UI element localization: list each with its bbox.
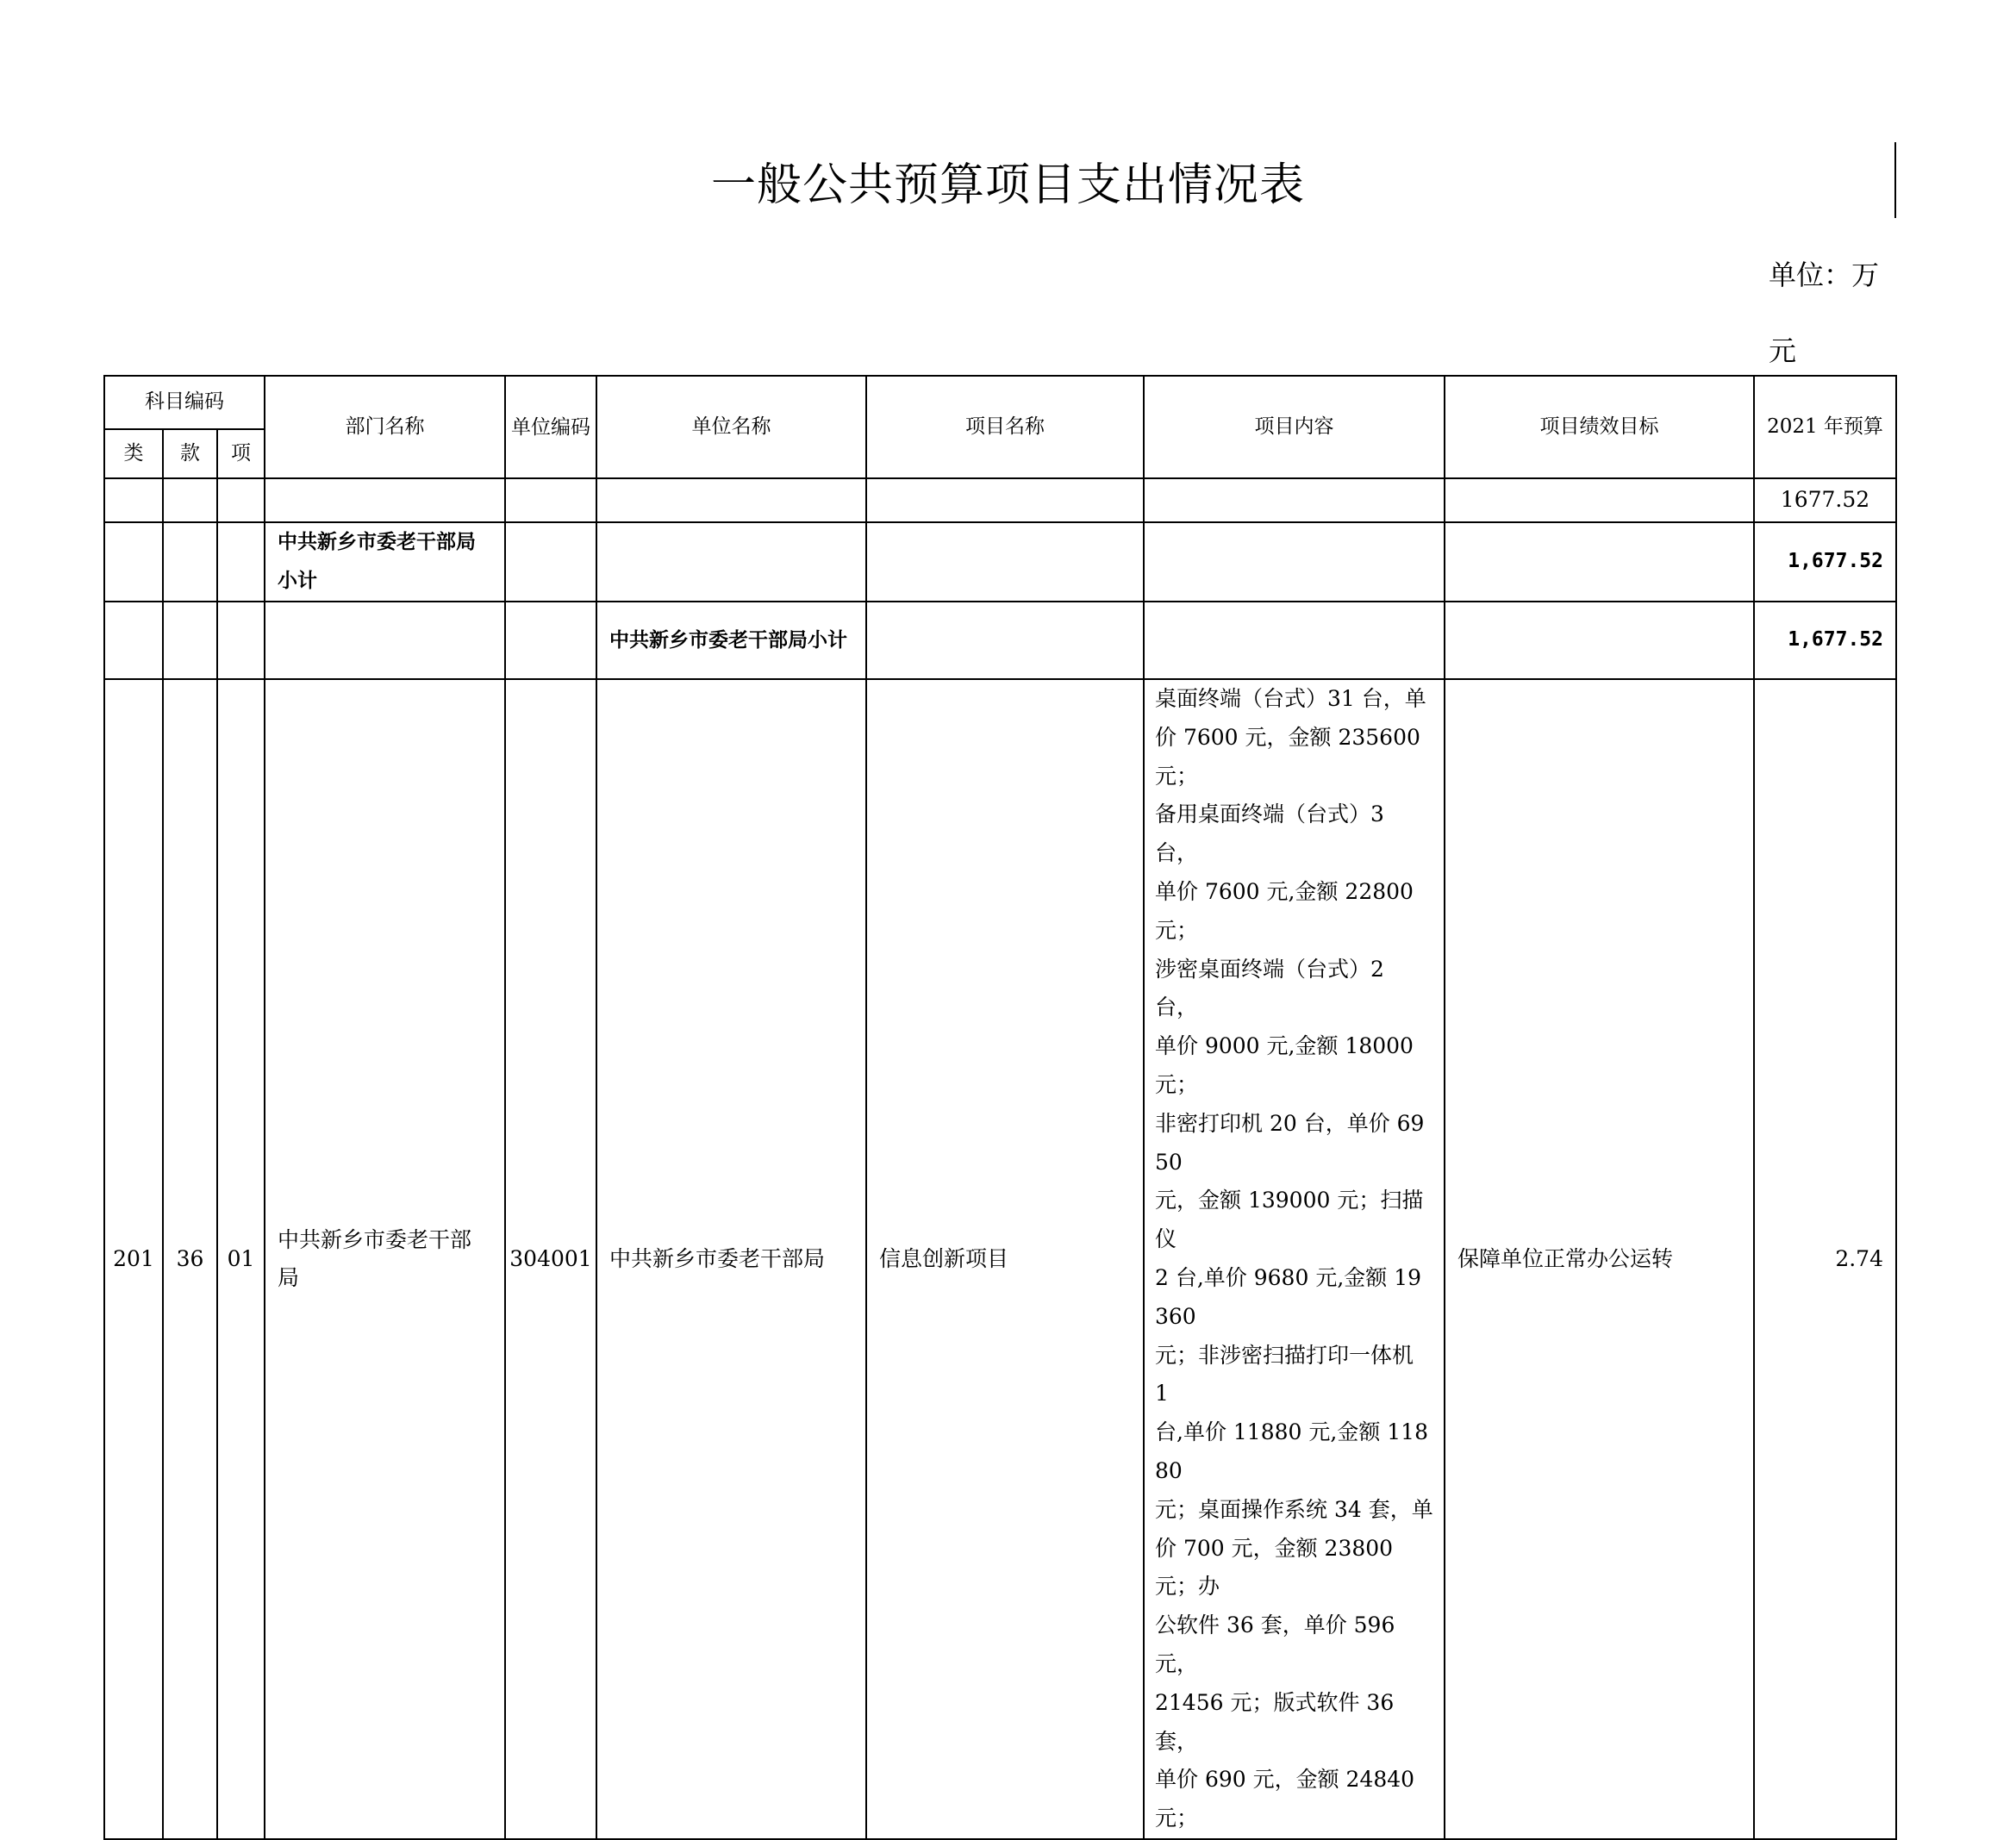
project-budget: 2.74	[1754, 679, 1896, 1839]
table-cell	[1445, 478, 1754, 522]
table-row-project	[104, 679, 1896, 1839]
content-line: 单价 690 元，金额 24840 元；	[1155, 1767, 1415, 1831]
page-title: 一般公共预算项目支出情况表	[710, 159, 1305, 211]
content-line: 桌面终端（台式）31 台，单	[1155, 686, 1426, 711]
table-cell	[163, 522, 217, 602]
table-cell	[1445, 522, 1754, 602]
unit-label-line-2: 元	[1769, 334, 1797, 367]
header-subject-code: 科目编码	[104, 376, 265, 429]
header-performance-goal: 项目绩效目标	[1445, 376, 1754, 478]
project-unit-code: 304001	[505, 679, 596, 1839]
header-lei: 类	[104, 429, 163, 478]
table-cell	[1445, 602, 1754, 679]
content-line: 2 台,单价 9680 元,金额 19360	[1155, 1264, 1422, 1329]
budget-table	[103, 375, 1897, 1840]
header-xiang: 项	[217, 429, 265, 478]
unit-label-line-1: 单位：万	[1769, 259, 1880, 291]
table-cell	[265, 602, 505, 679]
dept-subtotal-name: 中共新乡市委老干部局 小计	[265, 522, 505, 602]
table-cell	[104, 602, 163, 679]
header-budget-2021: 2021 年预算	[1754, 376, 1896, 478]
table-row-unit-subtotal	[104, 602, 1896, 679]
content-line: 公软件 36 套，单价 596 元，	[1155, 1612, 1395, 1676]
content-line: 21456 元；版式软件 36 套，	[1155, 1689, 1395, 1754]
table-cell	[265, 478, 505, 522]
table-cell	[104, 522, 163, 602]
content-line: 备用桌面终端（台式）3 台，	[1155, 801, 1384, 866]
content-line: 元；桌面操作系统 34 套，单	[1155, 1496, 1433, 1522]
content-line: 价 7600 元，金额 235600 元；	[1155, 724, 1420, 789]
table-cell	[866, 602, 1144, 679]
project-lei: 201	[104, 679, 163, 1839]
table-cell	[1144, 522, 1445, 602]
table-cell	[505, 522, 596, 602]
header-unit-code: 单位编码	[505, 376, 596, 478]
table-cell	[1144, 478, 1445, 522]
content-line: 非密打印机 20 台，单价 6950	[1155, 1110, 1425, 1175]
content-line: 单价 7600 元,金额 22800 元；	[1155, 878, 1414, 943]
content-line: 价 700 元，金额 23800 元；办	[1155, 1535, 1394, 1600]
content-line: 元，金额 139000 元；扫描仪	[1155, 1188, 1424, 1252]
content-line: 单价 9000 元,金额 18000 元；	[1155, 1033, 1414, 1097]
header-dept-name: 部门名称	[265, 376, 505, 478]
header-project-content: 项目内容	[1144, 376, 1445, 478]
total-budget: 1677.52	[1754, 478, 1896, 522]
table-cell	[163, 602, 217, 679]
content-line: 元；非涉密扫描打印一体机 1	[1155, 1342, 1414, 1407]
table-row-total	[104, 478, 1896, 522]
project-performance-goal: 保障单位正常办公运转	[1445, 679, 1754, 1839]
table-cell	[596, 522, 866, 602]
project-unit-name: 中共新乡市委老干部局	[596, 679, 866, 1839]
table-row-dept-subtotal	[104, 522, 1896, 602]
table-cell	[104, 478, 163, 522]
table-cell	[217, 522, 265, 602]
header-kuan: 款	[163, 429, 217, 478]
table-cell	[1144, 602, 1445, 679]
project-kuan: 36	[163, 679, 217, 1839]
header-row-1	[104, 376, 1896, 429]
table-cell	[217, 478, 265, 522]
unit-subtotal-name: 中共新乡市委老干部局小计	[596, 602, 866, 679]
table-cell	[505, 602, 596, 679]
content-line: 台,单价 11880 元,金额 11880	[1155, 1419, 1428, 1483]
table-cell	[866, 478, 1144, 522]
table-cell	[505, 478, 596, 522]
table-cell	[217, 602, 265, 679]
table-cell	[866, 522, 1144, 602]
dept-subtotal-budget: 1,677.52	[1754, 522, 1896, 602]
table-cell	[163, 478, 217, 522]
project-name: 信息创新项目	[866, 679, 1144, 1839]
unit-subtotal-budget: 1,677.52	[1754, 602, 1896, 679]
unit-label	[1769, 237, 1898, 389]
project-content	[1144, 679, 1445, 1839]
content-line: 涉密桌面终端（台式）2 台，	[1155, 956, 1384, 1020]
header-unit-name: 单位名称	[596, 376, 866, 478]
table-cell	[596, 478, 866, 522]
margin-rule	[1894, 142, 1896, 218]
project-xiang: 01	[217, 679, 265, 1839]
header-project-name: 项目名称	[866, 376, 1144, 478]
project-dept-name: 中共新乡市委老干部局	[265, 679, 505, 1839]
